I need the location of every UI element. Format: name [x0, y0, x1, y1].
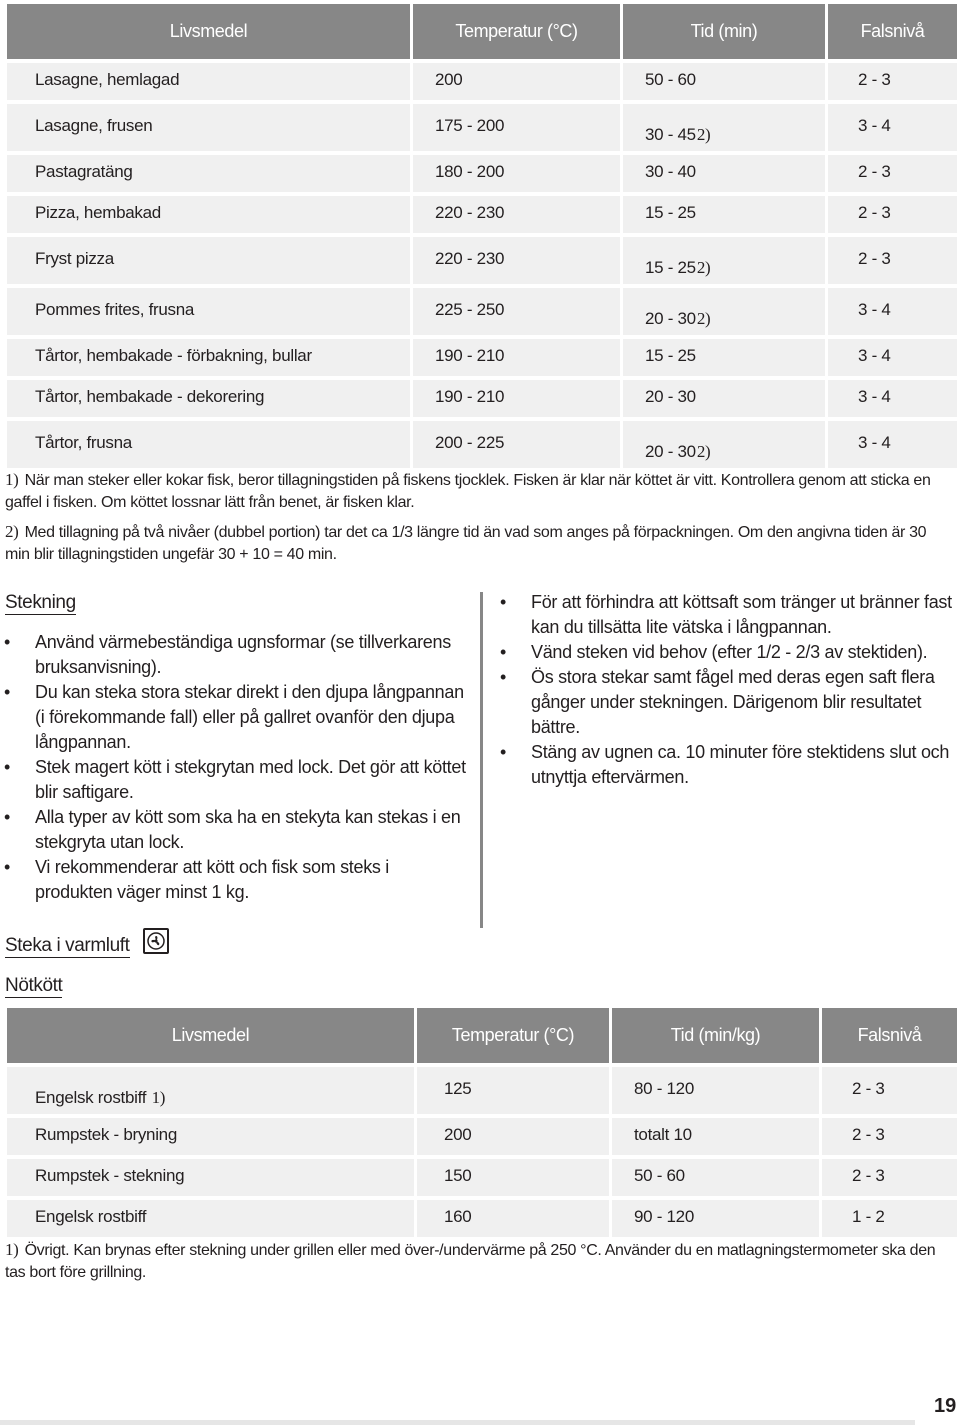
cell-shelf-level: 2 - 3 [822, 1067, 957, 1114]
cell-shelf-level: 3 - 4 [828, 104, 957, 151]
cell-food: Tårtor, frusna [7, 421, 410, 468]
column-header-time: Tid (min/kg) [612, 1008, 819, 1063]
table-row [7, 237, 957, 284]
column-header-shelf-level: Falsnivå [828, 4, 957, 59]
table-row [7, 421, 957, 468]
list-item: • För att förhindra att köttsaft som tränger ut bränner fast kan du tillsätta lite vätska i långpannan. [500, 590, 958, 640]
column-divider [480, 592, 483, 928]
list-item: • Använd värmebeständiga ugnsformar (se tillverkarens bruksanvisning). [4, 630, 469, 680]
cell-time [623, 237, 825, 284]
table-row [7, 1118, 957, 1155]
cell-food: Engelsk rostbiff [7, 1200, 414, 1237]
table-row [7, 380, 957, 417]
table-row [7, 196, 957, 233]
fan-icon [143, 928, 169, 954]
cell-shelf-level: 2 - 3 [828, 196, 957, 233]
cell-time: totalt 10 [612, 1118, 819, 1155]
footnote-ref: 2) [696, 441, 711, 461]
cell-time [623, 104, 825, 151]
cell-shelf-level: 2 - 3 [828, 237, 957, 284]
cell-food: Lasagne, frusen [7, 104, 410, 151]
footnote-text: Övrigt. Kan brynas efter stekning under grillen eller med över-/undervärme på 250 °C. Använder du en matlagningstermometer ska den tas bort före grillning. [5, 1242, 936, 1281]
cell-temperature: 180 - 200 [413, 155, 620, 192]
food-value: Engelsk rostbiff [35, 1087, 147, 1107]
footnote-1 [5, 469, 950, 514]
page-footer-bar [0, 1420, 915, 1425]
footnote-ref: 1) [151, 1087, 166, 1107]
list-item: • Ös stora stekar samt fågel med deras egen saft flera gånger under stekningen. Därigenom blir resultatet bättre. [500, 665, 958, 740]
cell-temperature: 225 - 250 [413, 288, 620, 335]
cell-shelf-level: 2 - 3 [828, 155, 957, 192]
cell-temperature: 190 - 210 [413, 380, 620, 417]
cell-shelf-level: 2 - 3 [828, 63, 957, 100]
section-subheading-notkott: Nötkött [5, 975, 63, 996]
table-row [7, 155, 957, 192]
stekning-list-left [4, 630, 469, 905]
table-row [7, 288, 957, 335]
cell-temperature: 175 - 200 [413, 104, 620, 151]
footnote-text: Med tillagning på två nivåer (dubbel portion) tar det ca 1/3 längre tid än vad som anges på förpackningen. Om den angivna tiden är 30 min blir tillagningstiden ungefär 30 + 10 = 40 min. [5, 524, 927, 563]
table-header-row [7, 4, 957, 59]
footnote-number: 1) [5, 470, 19, 489]
cell-shelf-level: 1 - 2 [822, 1200, 957, 1237]
column-header-food: Livsmedel [7, 1008, 414, 1063]
cell-food: Lasagne, hemlagad [7, 63, 410, 100]
list-item: • Du kan steka stora stekar direkt i den djupa långpannan (i förekommande fall) eller på gallret ovanför den djupa långpannan. [4, 680, 469, 755]
cell-food [7, 1067, 414, 1114]
cell-food: Pizza, hembakad [7, 196, 410, 233]
table-row [7, 1067, 957, 1114]
list-item: • Stäng av ugnen ca. 10 minuter före stektidens slut och utnyttja eftervärmen. [500, 740, 958, 790]
cell-food: Rumpstek - stekning [7, 1159, 414, 1196]
cell-temperature: 200 [413, 63, 620, 100]
cell-food: Pommes frites, frusna [7, 288, 410, 335]
footnote-text: När man steker eller kokar fisk, beror tillagningstiden på fiskens tjocklek. Fisken är klar när köttet är vitt. Kontrollera genom att sticka en gaffel i fisken. Om köttet lossnar lätt från benet, är fisken klar. [5, 472, 931, 511]
footnote-ref: 2) [696, 124, 711, 144]
cell-shelf-level: 3 - 4 [828, 380, 957, 417]
cell-time: 15 - 25 [623, 339, 825, 376]
roasting-table [4, 1004, 960, 1241]
time-value: 30 - 45 [645, 124, 696, 144]
cell-time: 50 - 60 [612, 1159, 819, 1196]
time-value: 15 - 25 [645, 257, 696, 277]
page-number: 19 [934, 1395, 957, 1417]
cell-shelf-level: 3 - 4 [828, 339, 957, 376]
footnote-2 [5, 521, 950, 566]
cell-time: 50 - 60 [623, 63, 825, 100]
list-item: • Alla typer av kött som ska ha en stekyta kan stekas i en stekgryta utan lock. [4, 805, 469, 855]
cell-time [623, 421, 825, 468]
time-value: 20 - 30 [645, 441, 696, 461]
footnote-number: 2) [5, 522, 19, 541]
cell-temperature: 160 [417, 1200, 609, 1237]
cell-temperature: 150 [417, 1159, 609, 1196]
cell-time: 15 - 25 [623, 196, 825, 233]
cell-food: Tårtor, hembakade - förbakning, bullar [7, 339, 410, 376]
list-item: • Vi rekommenderar att kött och fisk som steks i produkten väger minst 1 kg. [4, 855, 469, 905]
cooking-table [4, 0, 960, 472]
cell-temperature: 220 - 230 [413, 237, 620, 284]
cell-temperature: 190 - 210 [413, 339, 620, 376]
section-heading-varmluft: Steka i varmluft [5, 935, 130, 956]
cell-temperature: 220 - 230 [413, 196, 620, 233]
table-row [7, 63, 957, 100]
stekning-list-right [500, 590, 958, 790]
cell-food: Fryst pizza [7, 237, 410, 284]
cell-temperature: 125 [417, 1067, 609, 1114]
table-row [7, 104, 957, 151]
column-header-temperature: Temperatur (°C) [417, 1008, 609, 1063]
table-row [7, 1200, 957, 1237]
footnote-table2 [5, 1239, 950, 1284]
cell-time: 90 - 120 [612, 1200, 819, 1237]
list-item: • Vänd steken vid behov (efter 1/2 - 2/3 av stektiden). [500, 640, 958, 665]
section-heading-stekning: Stekning [5, 592, 76, 613]
cell-food: Rumpstek - bryning [7, 1118, 414, 1155]
cell-shelf-level: 3 - 4 [828, 421, 957, 468]
footnote-ref: 2) [696, 308, 711, 328]
column-header-shelf-level: Falsnivå [822, 1008, 957, 1063]
cell-temperature: 200 [417, 1118, 609, 1155]
column-header-food: Livsmedel [7, 4, 410, 59]
time-value: 20 - 30 [645, 308, 696, 328]
cell-time [623, 288, 825, 335]
cell-shelf-level: 3 - 4 [828, 288, 957, 335]
cell-temperature: 200 - 225 [413, 421, 620, 468]
list-item: • Stek magert kött i stekgrytan med lock. Det gör att köttet blir saftigare. [4, 755, 469, 805]
table-row [7, 1159, 957, 1196]
cell-shelf-level: 2 - 3 [822, 1159, 957, 1196]
cell-food: Pastagratäng [7, 155, 410, 192]
cell-shelf-level: 2 - 3 [822, 1118, 957, 1155]
cell-time: 80 - 120 [612, 1067, 819, 1114]
column-header-temperature: Temperatur (°C) [413, 4, 620, 59]
table-header-row [7, 1008, 957, 1063]
column-header-time: Tid (min) [623, 4, 825, 59]
cell-time: 30 - 40 [623, 155, 825, 192]
footnote-ref: 2) [696, 257, 711, 277]
table-row [7, 339, 957, 376]
cell-time: 20 - 30 [623, 380, 825, 417]
footnote-number: 1) [5, 1240, 19, 1259]
cell-food: Tårtor, hembakade - dekorering [7, 380, 410, 417]
